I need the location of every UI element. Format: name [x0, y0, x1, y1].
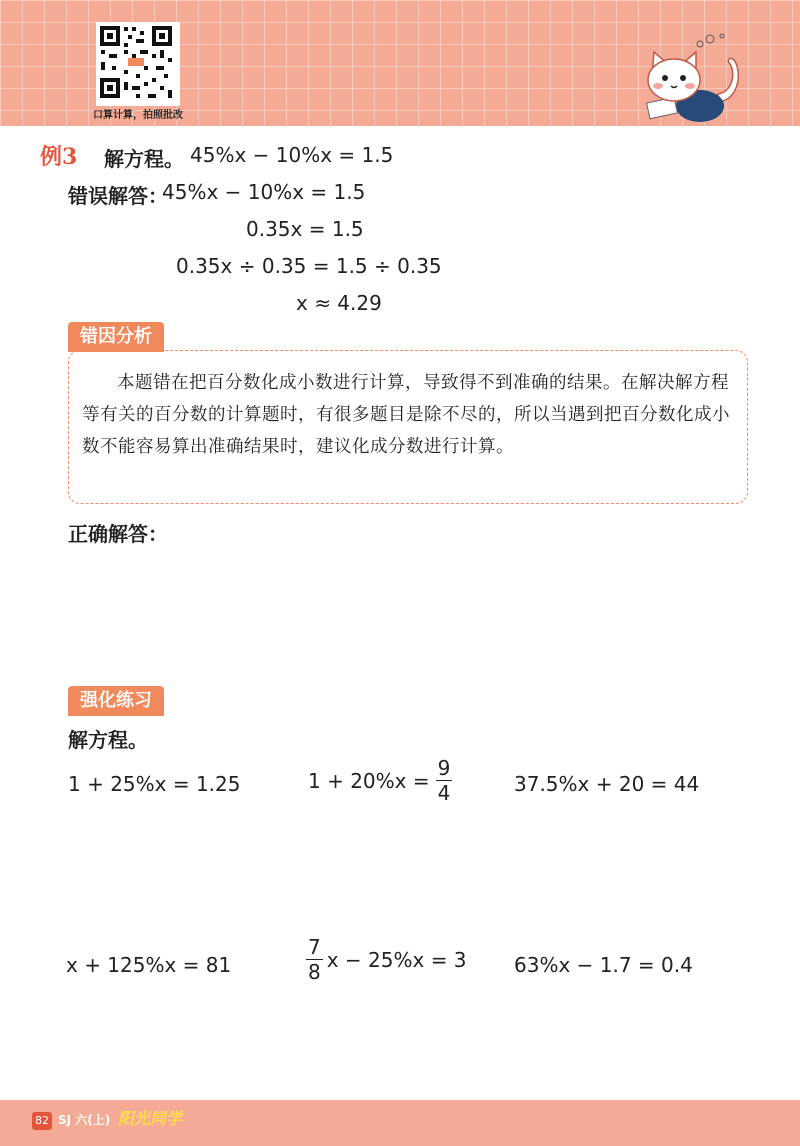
practice-tag: 强化练习: [68, 686, 164, 716]
qr-caption: 口算计算，拍照批改: [93, 110, 183, 121]
practice-problem-2: [308, 758, 452, 803]
practice-problem-4: x + 125%x = 81: [66, 953, 232, 977]
qr-code-icon[interactable]: [96, 22, 180, 106]
practice-prompt: 解方程。: [68, 728, 148, 752]
wrong-step-2: 0.35x = 1.5: [246, 217, 364, 241]
problem-2-left: 1 + 20%x =: [308, 768, 430, 793]
fraction-numerator: 9: [437, 756, 451, 780]
wrong-step-1: 45%x − 10%x = 1.5: [162, 180, 366, 204]
wrong-step-3: 0.35x ÷ 0.35 = 1.5 ÷ 0.35: [176, 254, 442, 278]
grade-label: SJ 六(上): [58, 1113, 111, 1127]
cat-mascot-icon: [630, 30, 750, 126]
correct-solution-label: 正确解答：: [68, 522, 168, 546]
practice-problem-3: 37.5%x + 20 = 44: [514, 772, 700, 796]
wrong-step-4: x ≈ 4.29: [296, 291, 382, 315]
example-equation: 45%x − 10%x = 1.5: [190, 143, 394, 167]
wrong-solution-label: 错误解答：: [68, 184, 168, 208]
example-label: 例3: [40, 144, 78, 170]
fraction-denominator: 4: [437, 781, 451, 805]
page-number: 82: [32, 1112, 52, 1130]
fraction-numerator: 7: [308, 935, 321, 959]
fraction-9-4: [436, 758, 453, 803]
practice-problem-1: 1 + 25%x = 1.25: [68, 772, 241, 796]
fraction-7-8: [306, 937, 323, 982]
brand-logo: 阳光同学: [118, 1109, 183, 1128]
example-prompt: 解方程。: [104, 147, 184, 171]
practice-problem-5: [306, 937, 467, 982]
analysis-text: 本题错在把百分数化成小数进行计算，导致得不到准确的结果。在解决解方程等有关的百分数的计算题时，有很多题目是除不尽的，所以当遇到把百分数化成小数不能容易算出准确结果时，建议化成分数进行计算。: [82, 373, 730, 457]
analysis-tag: 错因分析: [68, 322, 164, 352]
problem-5-right: x − 25%x = 3: [326, 947, 467, 972]
fraction-denominator: 8: [308, 960, 321, 984]
practice-problem-6: 63%x − 1.7 = 0.4: [514, 953, 693, 977]
